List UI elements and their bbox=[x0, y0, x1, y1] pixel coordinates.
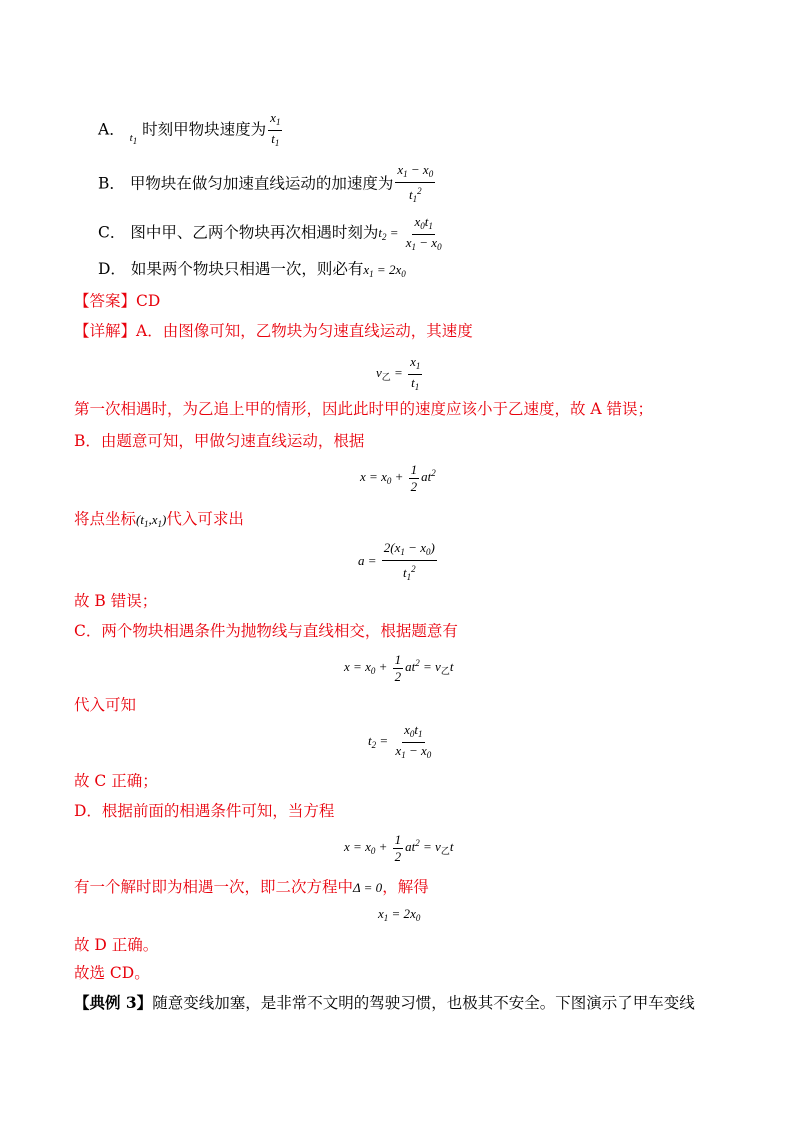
detail-b-conclusion: 故 B 错误； bbox=[74, 592, 158, 610]
detail-c-intro: C．两个物块相遇条件为抛物线与直线相交，根据题意有 bbox=[74, 622, 458, 640]
detail-c-substitute: 代入可知 bbox=[74, 696, 137, 714]
formula: $x_1 = 2x_0$ bbox=[363, 262, 406, 279]
example-tag: 【典例 3】 bbox=[74, 993, 153, 1012]
option-label: B． bbox=[98, 174, 125, 193]
point-coordinate: $(t_1,x_1)$ bbox=[136, 512, 167, 529]
option-d bbox=[98, 258, 406, 285]
detail-c-conclusion: 故 C 正确； bbox=[74, 772, 158, 790]
example-text: 随意变线加塞，是非常不文明的驾驶习惯，也极其不安全。下图演示了甲车变线 bbox=[152, 994, 695, 1012]
option-a: A． $_{t_1}$ 时刻甲物块速度为 $\frac{x_1}{t_1}$ bbox=[98, 110, 284, 152]
option-text: 图中甲、乙两个物块再次相遇时刻为 bbox=[130, 223, 379, 242]
detail-a-intro: 【详解】A．由图像可知，乙物块为匀速直线运动，其速度 bbox=[74, 322, 473, 340]
detail-a-conclusion: 第一次相遇时，为乙追上甲的情形，因此此时甲的速度应该小于乙速度，故 A 错误； bbox=[74, 400, 654, 418]
equation-acceleration: a = $\frac{2(x_1 - x_0)}{t_1^2}$ bbox=[358, 540, 435, 582]
detail-d-intro: D．根据前面的相遇条件可知，当方程 bbox=[74, 802, 335, 820]
example-3 bbox=[74, 992, 695, 1014]
equation-t2: $t_2$ = $\frac{x_0t_1}{x_1 - x_0}$ bbox=[368, 722, 432, 760]
option-text: 甲物块在做匀加速直线运动的加速度为 bbox=[129, 174, 394, 193]
detail-d-condition: 有一个解时即为相遇一次，即二次方程中Δ = 0，解得 bbox=[74, 878, 429, 896]
detail-d-conclusion: 故 D 正确。 bbox=[74, 936, 159, 954]
answer-line bbox=[74, 290, 160, 312]
detail-b-intro: B．由题意可知，甲做匀速直线运动，根据 bbox=[74, 432, 365, 450]
formula: $t_2$ = $\frac{x_0t_1}{x_1 - x_0}$ bbox=[378, 214, 442, 252]
detail-final: 故选 CD。 bbox=[74, 964, 150, 982]
answer-tag: 【答案】 bbox=[74, 292, 137, 310]
option-text: 如果两个物块只相遇一次，则必有 bbox=[130, 260, 364, 278]
answer-value: CD bbox=[136, 292, 161, 310]
option-label: A． bbox=[98, 120, 125, 139]
equation-v-yi: $v_乙$ = $\frac{x_1}{t_1}$ bbox=[376, 354, 421, 392]
equation-motion: $x = x_0$ + $\frac{1}{2}$ $at^2$ bbox=[360, 462, 436, 494]
option-label: C． bbox=[98, 223, 126, 242]
option-c bbox=[98, 214, 446, 255]
equation-quadratic: $x = x_0$ + $\frac{1}{2}$ $at^2 = v_乙t$ bbox=[344, 832, 454, 864]
option-text: 时刻甲物块速度为 bbox=[142, 120, 267, 139]
detail-tag: 【详解】 bbox=[74, 322, 137, 340]
equation-result: $x_1 = 2x_0$ bbox=[378, 906, 421, 923]
option-b bbox=[98, 162, 437, 207]
detail-b-substitute: 将点坐标$(t_1,x_1)$代入可求出 bbox=[74, 510, 244, 529]
formula: $\frac{x_1}{t_1}$ bbox=[270, 110, 281, 148]
equation-meet-condition: $x = x_0$ + $\frac{1}{2}$ $at^2 = v_乙t$ bbox=[344, 652, 454, 684]
option-label: D． bbox=[98, 260, 126, 278]
discriminant: Δ = 0 bbox=[353, 880, 383, 895]
formula: $\frac{x_1 - x_0}{t_1^2}$ bbox=[397, 162, 434, 204]
